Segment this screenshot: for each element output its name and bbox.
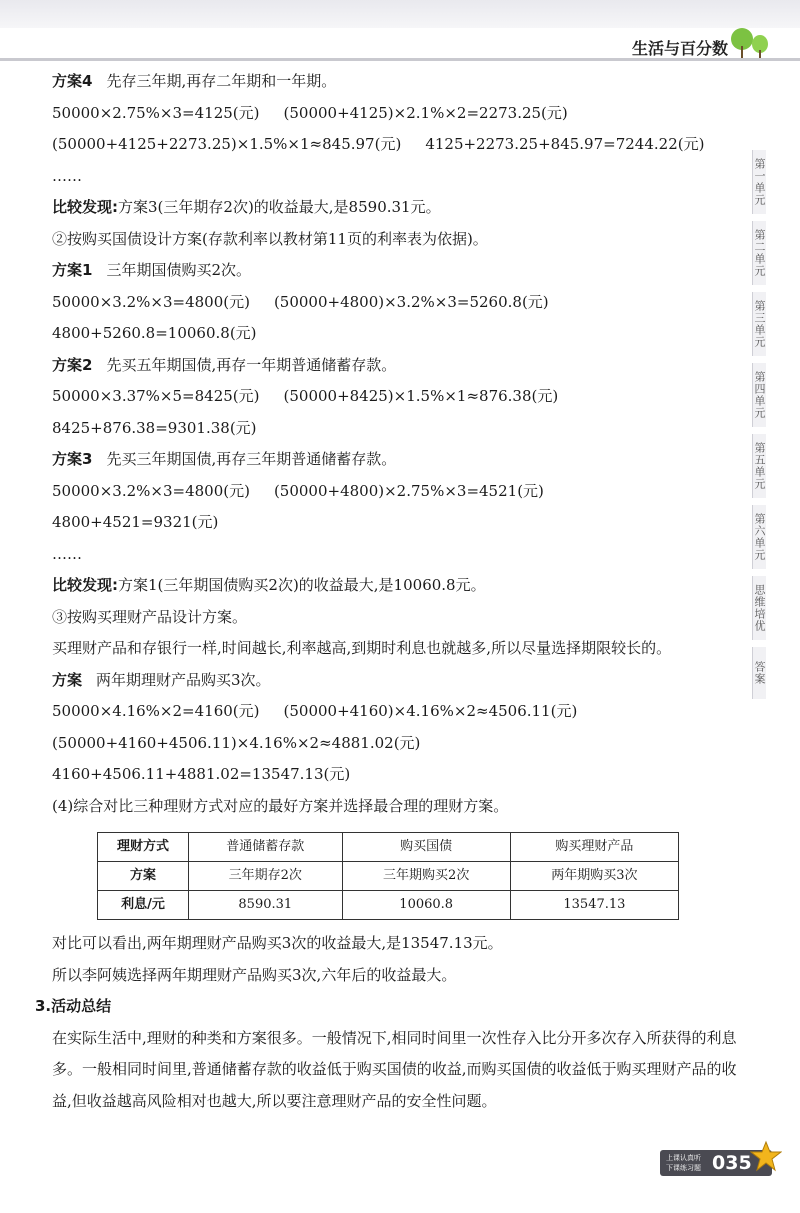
table-cell: 购买理财产品 xyxy=(510,833,678,862)
table-row xyxy=(98,891,679,920)
deposit-finding: 比较发现:方案3(三年期存2次)的收益最大,是8590.31元。 xyxy=(52,198,441,216)
compare-conclusion-1: 对比可以看出,两年期理财产品购买3次的收益最大,是13547.13元。 xyxy=(52,934,503,952)
top-band xyxy=(0,0,800,28)
bonds-plan3-calc-line1: 50000×3.2%×3=4800(元) (50000+4800)×2.75%×3=4521(元) xyxy=(52,481,544,500)
bonds-plan2-heading: 方案2 先买五年期国债,再存一年期普通储蓄存款。 xyxy=(52,355,397,374)
table-row-header: 利息/元 xyxy=(98,891,189,920)
side-tab-unit-4[interactable]: 第四单元 xyxy=(752,363,766,427)
deposit-ellipsis: …… xyxy=(52,166,82,185)
comparison-table xyxy=(97,832,679,920)
star-icon xyxy=(750,1140,782,1172)
bonds-plan2-calc-line1: 50000×3.37%×5=8425(元) (50000+8425)×1.5%×1≈876.38(元) xyxy=(52,387,559,405)
table-row-header: 理财方式 xyxy=(98,833,189,862)
unit-side-tabs xyxy=(752,150,800,706)
tree-icon xyxy=(728,28,772,62)
bonds-plan3-calc-line2: 4800+4521=9321(元) xyxy=(52,513,219,531)
products-plan-heading: 方案 两年期理财产品购买3次。 xyxy=(52,670,271,689)
table-row xyxy=(98,862,679,891)
bonds-plan3-heading: 方案3 先买三年期国债,再存三年期普通储蓄存款。 xyxy=(52,450,397,468)
page-number: 035 xyxy=(712,1152,752,1174)
bonds-plan1-calc-line1: 50000×3.2%×3=4800(元) (50000+4800)×3.2%×3=5260.8(元) xyxy=(52,292,549,311)
side-tab-unit-5[interactable]: 第五单元 xyxy=(752,434,766,498)
bonds-plan2-calc-line2: 8425+876.38=9301.38(元) xyxy=(52,418,257,437)
table-cell: 10060.8 xyxy=(342,891,510,920)
bonds-plan1-heading: 方案1 三年期国债购买2次。 xyxy=(52,261,251,279)
table-cell: 8590.31 xyxy=(189,891,343,920)
table-cell: 三年期购买2次 xyxy=(342,862,510,891)
table-cell: 三年期存2次 xyxy=(189,862,343,891)
products-calc-line3: 4160+4506.11+4881.02=13547.13(元) xyxy=(52,765,351,783)
products-calc-line1: 50000×4.16%×2=4160(元) (50000+4160)×4.16%×2≈4506.11(元) xyxy=(52,702,578,720)
deposit-plan4-calc-line2: (50000+4125+2273.25)×1.5%×1≈845.97(元) 4125+2273.25+845.97=7244.22(元) xyxy=(52,135,705,153)
side-tab-thinking[interactable]: 思维培优 xyxy=(752,576,766,640)
summary-text: 在实际生活中,理财的种类和方案很多。一般情况下,相同时间里一次性存入比分开多次存入所获得的利息多。一般相同时间里,普通储蓄存款的收益低于购买国债的收益,而购买国债的收益低于购买理财产品的收益,但收益越高风险相对也越大,所以要注意理财产品的安全性问题。 xyxy=(52,1028,737,1110)
products-explanation: 买理财产品和存银行一样,时间越长,利率越高,到期时利息也就越多,所以尽量选择期限较长的。 xyxy=(52,639,672,657)
page-number-badge xyxy=(660,1150,772,1176)
products-calc-line2: (50000+4160+4506.11)×4.16%×2≈4881.02(元) xyxy=(52,733,421,752)
bonds-ellipsis: …… xyxy=(52,544,82,563)
side-tab-unit-3[interactable]: 第三单元 xyxy=(752,292,766,356)
side-tab-answers[interactable]: 答案 xyxy=(752,647,766,699)
side-tab-unit-1[interactable]: 第一单元 xyxy=(752,150,766,214)
header-rule xyxy=(0,58,800,61)
deposit-plan4-calc-line1: 50000×2.75%×3=4125(元) (50000+4125)×2.1%×2=2273.25(元) xyxy=(52,103,568,122)
bonds-plan1-calc-line2: 4800+5260.8=10060.8(元) xyxy=(52,324,257,342)
products-intro: ③按购买理财产品设计方案。 xyxy=(52,607,248,626)
table-cell: 两年期购买3次 xyxy=(510,862,678,891)
bonds-intro: ②按购买国债设计方案(存款利率以教材第11页的利率表为依据)。 xyxy=(52,229,488,248)
page-section-title: 生活与百分数 xyxy=(631,39,728,58)
badge-slogan: 上课认真听 下课练习题 xyxy=(666,1154,701,1172)
compare-conclusion-2: 所以李阿姨选择两年期理财产品购买3次,六年后的收益最大。 xyxy=(52,965,457,984)
deposit-plan4-heading: 方案4 先存三年期,再存二年期和一年期。 xyxy=(52,72,337,90)
table-cell: 普通储蓄存款 xyxy=(189,833,343,862)
table-cell: 13547.13 xyxy=(510,891,678,920)
table-cell: 购买国债 xyxy=(342,833,510,862)
page-content xyxy=(35,66,742,1117)
side-tab-unit-2[interactable]: 第二单元 xyxy=(752,221,766,285)
compare-intro: (4)综合对比三种理财方式对应的最好方案并选择最合理的理财方案。 xyxy=(52,796,509,815)
side-tab-unit-6[interactable]: 第六单元 xyxy=(752,505,766,569)
bonds-finding: 比较发现:方案1(三年期国债购买2次)的收益最大,是10060.8元。 xyxy=(52,576,486,594)
table-row xyxy=(98,833,679,862)
table-row-header: 方案 xyxy=(98,862,189,891)
summary-heading: 3.活动总结 xyxy=(35,997,112,1015)
